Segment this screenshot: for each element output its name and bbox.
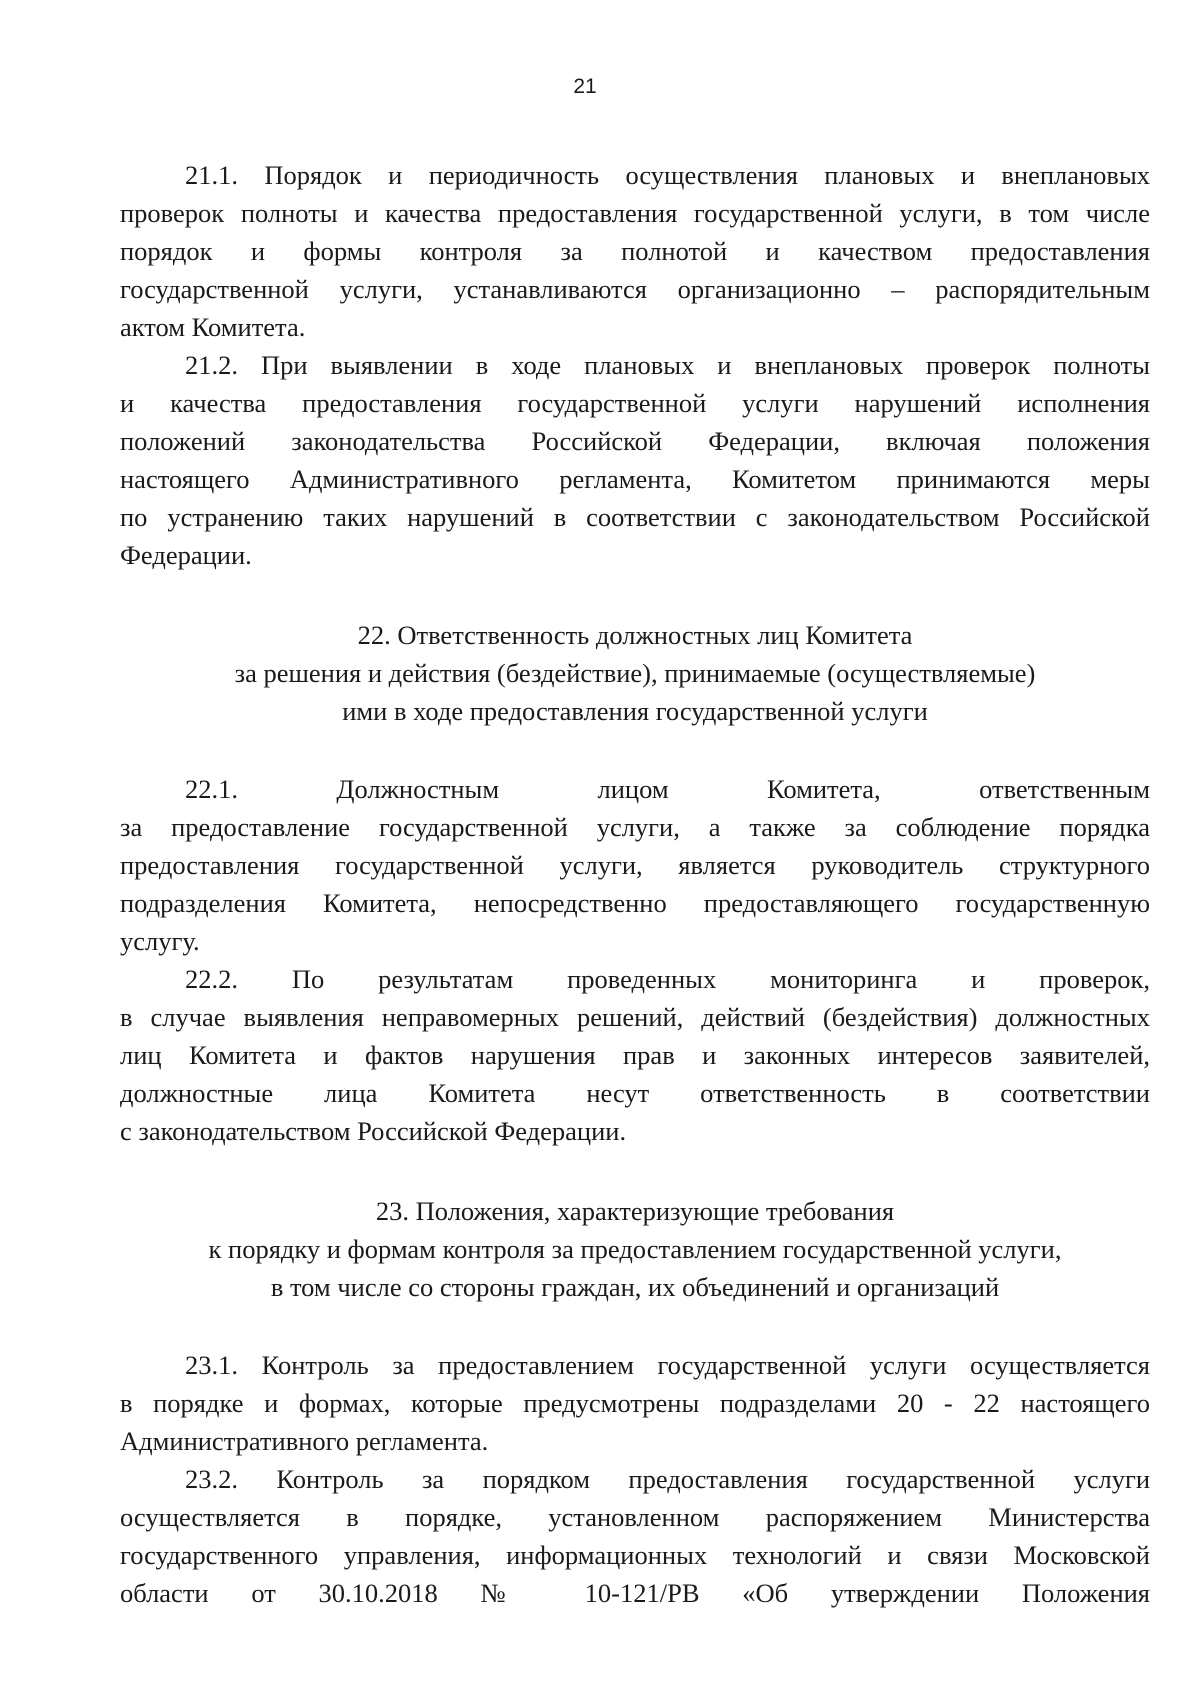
text-line: проверок полноты и качества предоставления государственной услуги, в том числе xyxy=(120,198,1150,228)
text-line: 21.2. При выявлении в ходе плановых и внеплановых проверок полноты xyxy=(185,350,1150,380)
text-line: предоставления государственной услуги, является руководитель структурного xyxy=(120,850,1150,880)
text-line: с законодательством Российской Федерации. xyxy=(120,1116,627,1146)
heading-line: 23. Положения, характеризующие требования xyxy=(375,1196,895,1226)
text-line: 21.1. Порядок и периодичность осуществления плановых и внеплановых xyxy=(185,160,1150,190)
text-line: в случае выявления неправомерных решений, действий (бездействия) должностных xyxy=(120,1002,1150,1032)
text-line: 22.2. По результатам проведенных мониторинга и проверок, xyxy=(185,964,1150,994)
heading-line: за решения и действия (бездействие), принимаемые (осуществляемые) xyxy=(234,658,1036,688)
paragraph-22-1 xyxy=(120,770,1150,960)
text-line: актом Комитета. xyxy=(120,312,306,342)
section-heading-23 xyxy=(120,1192,1150,1306)
text-line: по устранению таких нарушений в соответствии с законодательством Российской xyxy=(120,502,1150,532)
text-line: 23.2. Контроль за порядком предоставления государственной услуги xyxy=(185,1464,1150,1494)
paragraph-21-1 xyxy=(120,156,1150,346)
text-line: 22.1. Должностным лицом Комитета, ответственным xyxy=(185,774,1150,804)
text-line: Административного регламента. xyxy=(120,1426,489,1456)
text-line: и качества предоставления государственной услуги нарушений исполнения xyxy=(120,388,1150,418)
text-line: порядок и формы контроля за полнотой и качеством предоставления xyxy=(120,236,1150,266)
heading-line: 22. Ответственность должностных лиц Комитета xyxy=(357,620,913,650)
heading-line: к порядку и формам контроля за предоставлением государственной услуги, xyxy=(208,1234,1062,1264)
heading-line: ими в ходе предоставления государственной услуги xyxy=(342,696,928,726)
text-line: должностные лица Комитета несут ответственность в соответствии xyxy=(120,1078,1150,1108)
text-line: лиц Комитета и фактов нарушения прав и законных интересов заявителей, xyxy=(120,1040,1150,1070)
section-heading-22 xyxy=(120,616,1150,730)
text-line: 23.1. Контроль за предоставлением государственной услуги осуществляется xyxy=(185,1350,1150,1380)
text-line: за предоставление государственной услуги, а также за соблюдение порядка xyxy=(120,812,1150,842)
text-line: государственного управления, информационных технологий и связи Московской xyxy=(120,1540,1150,1570)
text-line: области от 30.10.2018 № 10-121/РВ «Об утверждении Положения xyxy=(120,1578,1150,1608)
text-line: услугу. xyxy=(120,926,200,956)
text-line: положений законодательства Российской Федерации, включая положения xyxy=(120,426,1150,456)
text-line: Федерации. xyxy=(120,540,252,570)
text-line: осуществляется в порядке, установленном распоряжением Министерства xyxy=(120,1502,1150,1532)
paragraph-21-2 xyxy=(120,346,1150,574)
document-body xyxy=(120,156,1150,1612)
text-line: в порядке и формах, которые предусмотрены подразделами 20 - 22 настоящего xyxy=(120,1388,1150,1418)
paragraph-23-2 xyxy=(120,1460,1150,1612)
text-line: настоящего Административного регламента, Комитетом принимаются меры xyxy=(120,464,1150,494)
paragraph-23-1 xyxy=(120,1346,1150,1460)
text-line: подразделения Комитета, непосредственно предоставляющего государственную xyxy=(120,888,1150,918)
page-number: 21 xyxy=(573,75,597,98)
heading-line: в том числе со стороны граждан, их объединений и организаций xyxy=(270,1272,1000,1302)
text-line: государственной услуги, устанавливаются организационно – распорядительным xyxy=(120,274,1150,304)
paragraph-22-2 xyxy=(120,960,1150,1150)
